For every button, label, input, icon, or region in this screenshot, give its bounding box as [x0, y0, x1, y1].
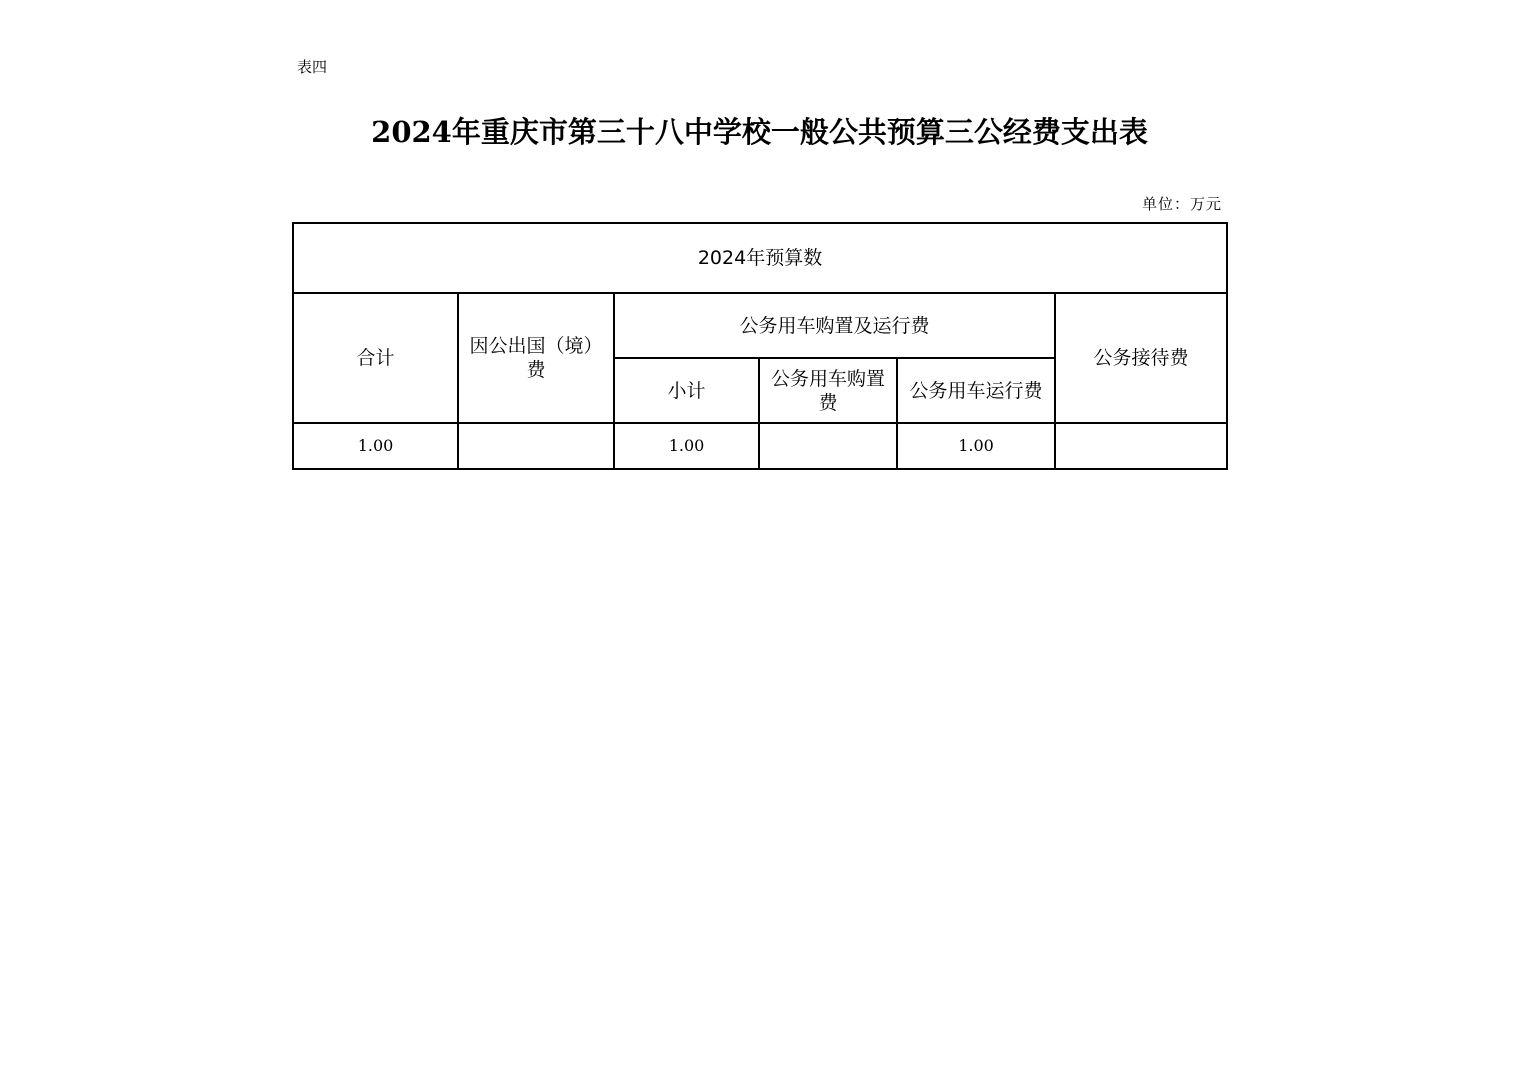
- header-vehicle-operation: 公务用车运行费: [897, 358, 1055, 423]
- cell-vehicle-operation: 1.00: [897, 423, 1055, 469]
- cell-abroad: [458, 423, 614, 469]
- budget-table: [292, 222, 1228, 470]
- table-label: 表四: [297, 58, 328, 76]
- cell-total: 1.00: [293, 423, 458, 469]
- header-budget-2024: 2024年预算数: [293, 223, 1227, 293]
- table-row: [293, 423, 1227, 469]
- header-vehicle-purchase: 公务用车购置费: [759, 358, 897, 423]
- header-row-top: [293, 223, 1227, 293]
- header-reception: 公务接待费: [1055, 293, 1227, 423]
- header-abroad: 因公出国（境）费: [458, 293, 614, 423]
- header-total: 合计: [293, 293, 458, 423]
- cell-vehicle-purchase: [759, 423, 897, 469]
- cell-reception: [1055, 423, 1227, 469]
- unit-label: 单位：万元: [1141, 195, 1222, 213]
- header-vehicle-group: 公务用车购置及运行费: [614, 293, 1055, 358]
- header-vehicle-subtotal: 小计: [614, 358, 759, 423]
- cell-vehicle-subtotal: 1.00: [614, 423, 759, 469]
- document-title: 2024年重庆市第三十八中学校一般公共预算三公经费支出表: [371, 115, 1148, 149]
- header-row-middle: [293, 293, 1227, 358]
